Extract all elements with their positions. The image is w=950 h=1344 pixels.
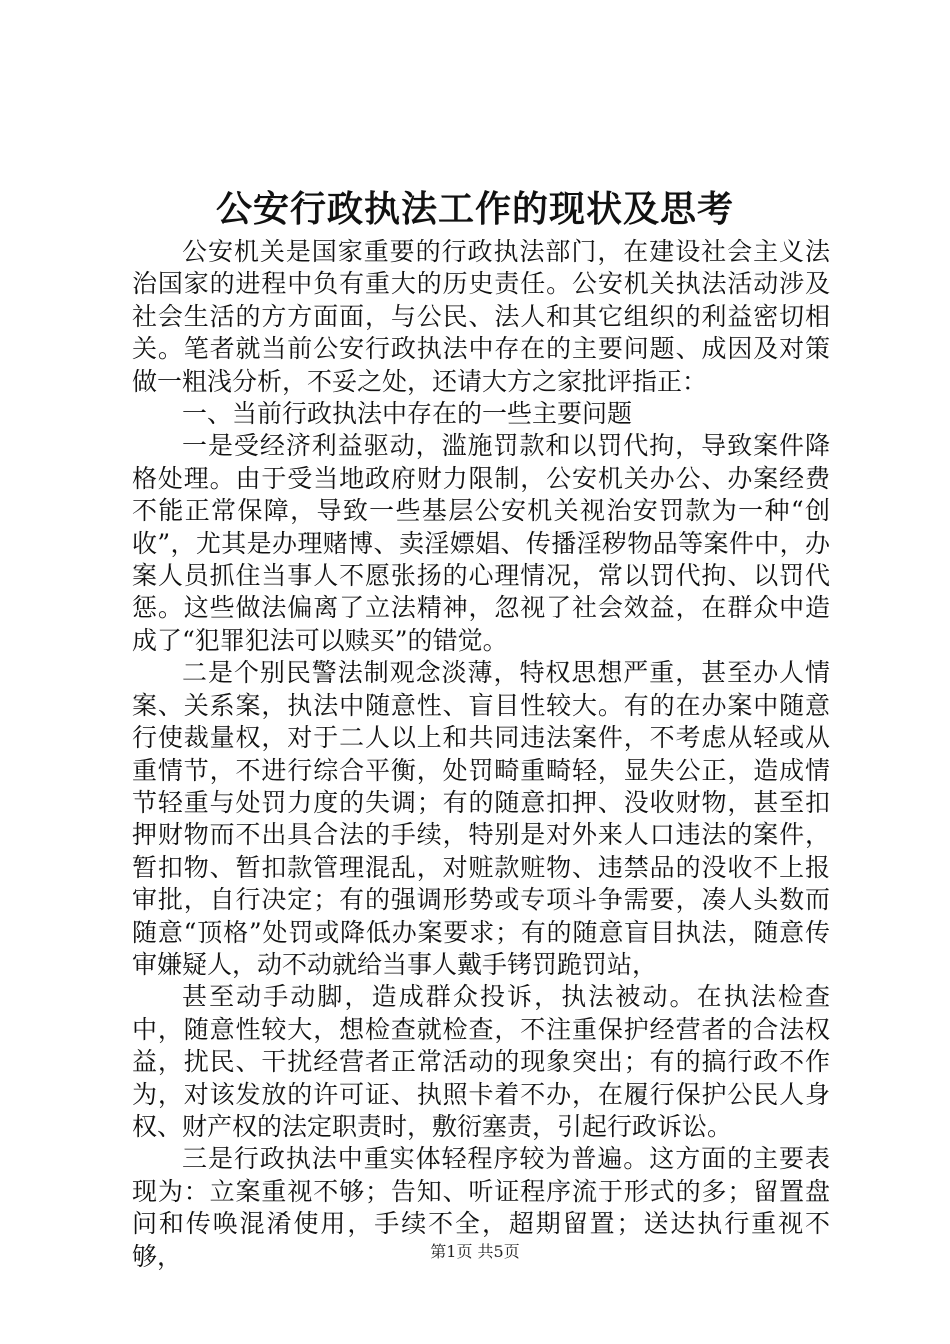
paragraph-point-one: 一是受经济利益驱动，滥施罚款和以罚代拘，导致案件降格处理。由于受当地政府财力限制，公安机关办公、办案经费不能正常保障，导致一些基层公安机关视治安罚款为一种“创收”，尤其是办理赌博、卖淫嫖娼、传播淫秽物品等案件中，办案人员抓住当事人不愿张扬的心理情况，常以罚代拘、以罚代惩。这些做法偏离了立法精神，忽视了社会效益，在群众中造成了“犯罪犯法可以赎买”的错觉。 xyxy=(132,431,830,655)
document-title: 公安行政执法工作的现状及思考 xyxy=(215,188,734,230)
paragraph-intro: 公安机关是国家重要的行政执法部门，在建设社会主义法治国家的进程中负有重大的历史责任。公安机关执法活动涉及社会生活的方方面面，与公民、法人和其它组织的利益密切相关。笔者就当前公安行政执法中存在的主要问题、成因及对策做一粗浅分析，不妥之处，还请大方之家批评指正： xyxy=(132,237,830,396)
paragraph-point-two: 二是个别民警法制观念淡薄，特权思想严重，甚至办人情案、关系案，执法中随意性、盲目性较大。有的在办案中随意行使裁量权，对于二人以上和共同违法案件，不考虑从轻或从重情节，不进行综合平衡，处罚畸重畸轻，显失公正，造成情节轻重与处罚力度的失调；有的随意扣押、没收财物，甚至扣押财物而不出具合法的手续，特别是对外来人口违法的案件，暂扣物、暂扣款管理混乱，对赃款赃物、违禁品的没收不上报审批，自行决定；有的强调形势或专项斗争需要，凑人头数而随意“顶格”处罚或降低办案要求；有的随意盲目执法，随意传审嫌疑人，动不动就给当事人戴手铐罚跪罚站， xyxy=(132,658,830,979)
paragraph-point-two-continued: 甚至动手动脚，造成群众投诉，执法被动。在执法检查中，随意性较大，想检查就检查，不注重保护经营者的合法权益，扰民、干扰经营者正常活动的现象突出；有的搞行政不作为，对该发放的许可证、执照卡着不办，在履行保护公民人身权、财产权的法定职责时，敷衍塞责，引起行政诉讼。 xyxy=(132,982,830,1141)
document-body xyxy=(132,236,830,1273)
paragraph-point-three: 三是行政执法中重实体轻程序较为普遍。这方面的主要表现为：立案重视不够；告知、听证程序流于形式的多；留置盘问和传唤混淆使用，手续不全，超期留置；送达执行重视不够， xyxy=(132,1144,830,1271)
page-footer: 第1页 共5页 xyxy=(430,1242,520,1261)
section-heading: 一、当前行政执法中存在的一些主要问题 xyxy=(182,399,633,429)
